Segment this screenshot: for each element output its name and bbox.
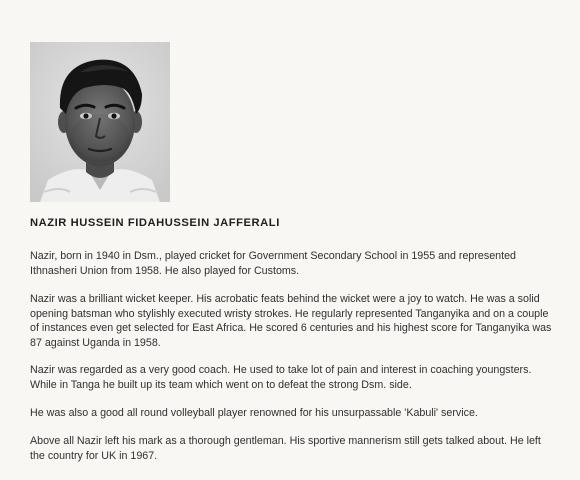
portrait-photo bbox=[30, 42, 170, 202]
paragraph-biography: Nazir, born in 1940 in Dsm., played cricket for Government Secondary School in 1955 and represented Ithnasheri Union from 1958. He also played for Customs. bbox=[30, 250, 516, 277]
paragraph-wicket-keeping: Nazir was a brilliant wicket keeper. His acrobatic feats behind the wicket were a joy to watch. He was a solid opening batsman who stylishly executed wristy strokes. He regularly represented Tanganyika and on a couple of instances even get selected for East Africa. He scored 6 centuries and his highest score for Tanganyika was 87 against Uganda in 1958. bbox=[30, 293, 552, 349]
paragraph-volleyball: He was also a good all round volleyball player renowned for his unsurpassable 'Kabuli' service. bbox=[30, 407, 478, 419]
person-name: NAZIR HUSSEIN FIDAHUSSEIN JAFFERALI bbox=[30, 217, 280, 229]
paragraph-coaching: Nazir was regarded as a very good coach. He used to take lot of pain and interest in coaching youngsters. While in Tanga he built up its team which went on to defeat the strong Dsm. side. bbox=[30, 364, 532, 391]
paragraph-legacy: Above all Nazir left his mark as a thorough gentleman. His sportive mannerism still gets talked about. He left the country for UK in 1967. bbox=[30, 435, 541, 462]
